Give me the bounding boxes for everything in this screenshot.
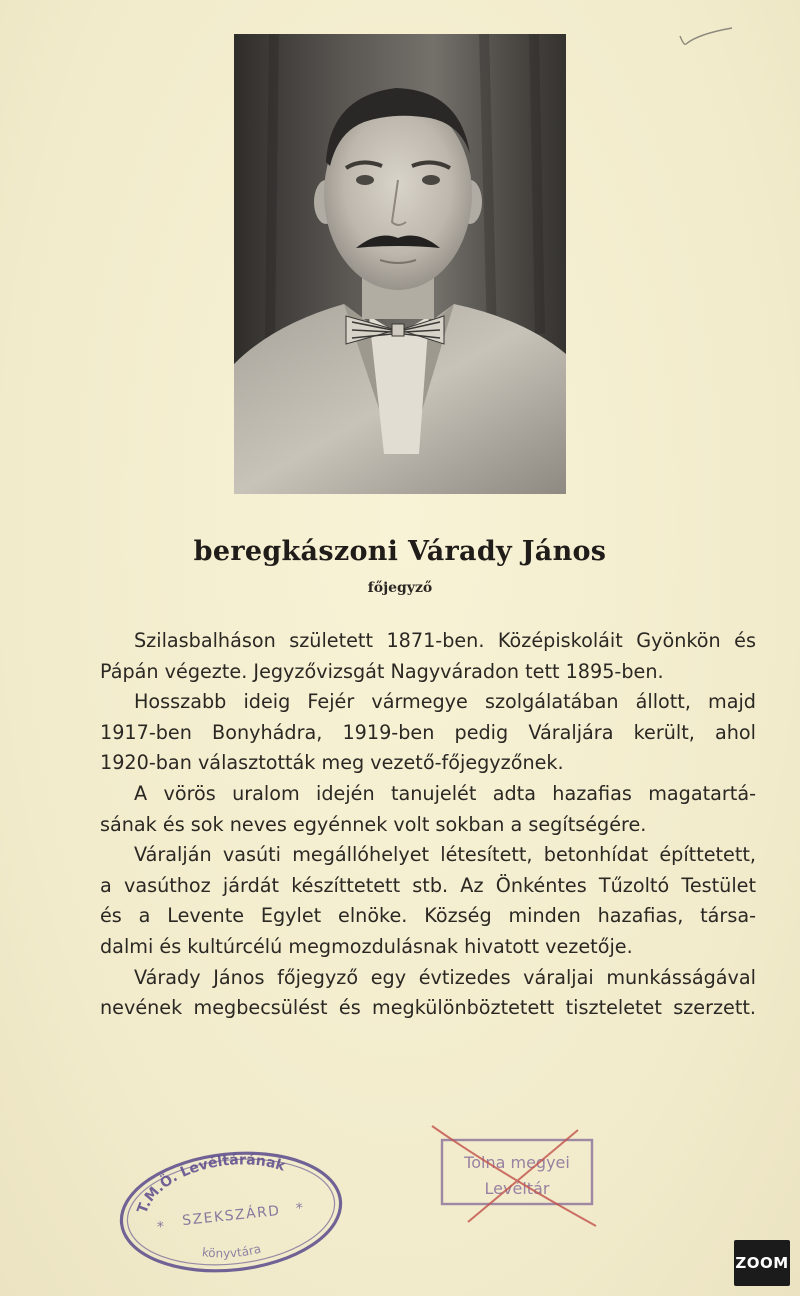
stamp-middle-text: SZEKSZÁRD: [181, 1202, 282, 1230]
bio-line: 1920-ban választották meg vezető-főjegyzőnek.: [100, 751, 564, 775]
bio-line: a vasúthoz járdát készíttetett stb. Az Önkéntes Tűzoltó Testület: [100, 873, 756, 897]
star-icon: *: [156, 1219, 166, 1236]
bio-line: dalmi és kultúrcélú megmozdulásnak hivatott vezetője.: [100, 934, 633, 958]
stamp-bottom-text: könyvtára: [201, 1241, 263, 1261]
bio-line: Szilasbalháson született 1871-ben. Középiskoláit Gyönkön és: [134, 629, 756, 652]
bio-line: 1917-ben Bonyhádra, 1919-ben pedig Váraljára került, ahol: [100, 720, 756, 744]
bio-line: Hosszabb ideig Fejér vármegye szolgálatában állott, majd: [134, 690, 756, 714]
bio-paragraph: [66, 626, 756, 687]
archive-stamp: [428, 1122, 604, 1232]
bio-line: Pápán végezte. Jegyzővizsgát Nagyváradon tett 1895-ben.: [100, 659, 664, 683]
bio-line: és a Levente Egylet elnöke. Község minden hazafias, társa-: [100, 904, 756, 928]
bio-line: Váralján vasúti megállóhelyet létesített, betonhídat építtetett,: [134, 843, 756, 867]
star-icon: *: [295, 1200, 304, 1218]
biography-text: [66, 626, 756, 1024]
stamp-top-text: T.M.Ö. Levéltárának: [134, 1152, 287, 1216]
person-title: főjegyző: [367, 580, 433, 596]
bio-line: sának és sok neves egyénnek volt sokban a segítségére.: [100, 812, 647, 836]
zoom-logo-badge: [734, 1240, 790, 1286]
person-name: beregkászoni Várady János: [193, 536, 607, 567]
bio-line: A vörös uralom idején tanujelét adta hazafias magatartá-: [134, 781, 756, 805]
portrait-photo: [234, 34, 566, 494]
bio-line: Várady János főjegyző egy évtizedes váraljai munkásságával: [134, 965, 756, 989]
svg-text:könyvtára: [200, 1239, 263, 1263]
pencil-checkmark-icon: [676, 22, 736, 52]
archive-stamp-line2: Levéltár: [484, 1179, 550, 1198]
archive-stamp-line1: Tolna megyei: [464, 1153, 570, 1172]
bio-paragraph: [66, 779, 756, 840]
bio-line: nevének megbecsülést és megkülönböztetett tiszteletet szerzett.: [100, 996, 756, 1020]
library-stamp: [116, 1148, 346, 1276]
zoom-logo-text: ZOOM: [735, 1254, 789, 1272]
bio-paragraph: [66, 963, 756, 1024]
bio-paragraph: [66, 840, 756, 962]
bio-paragraph: [66, 687, 756, 779]
